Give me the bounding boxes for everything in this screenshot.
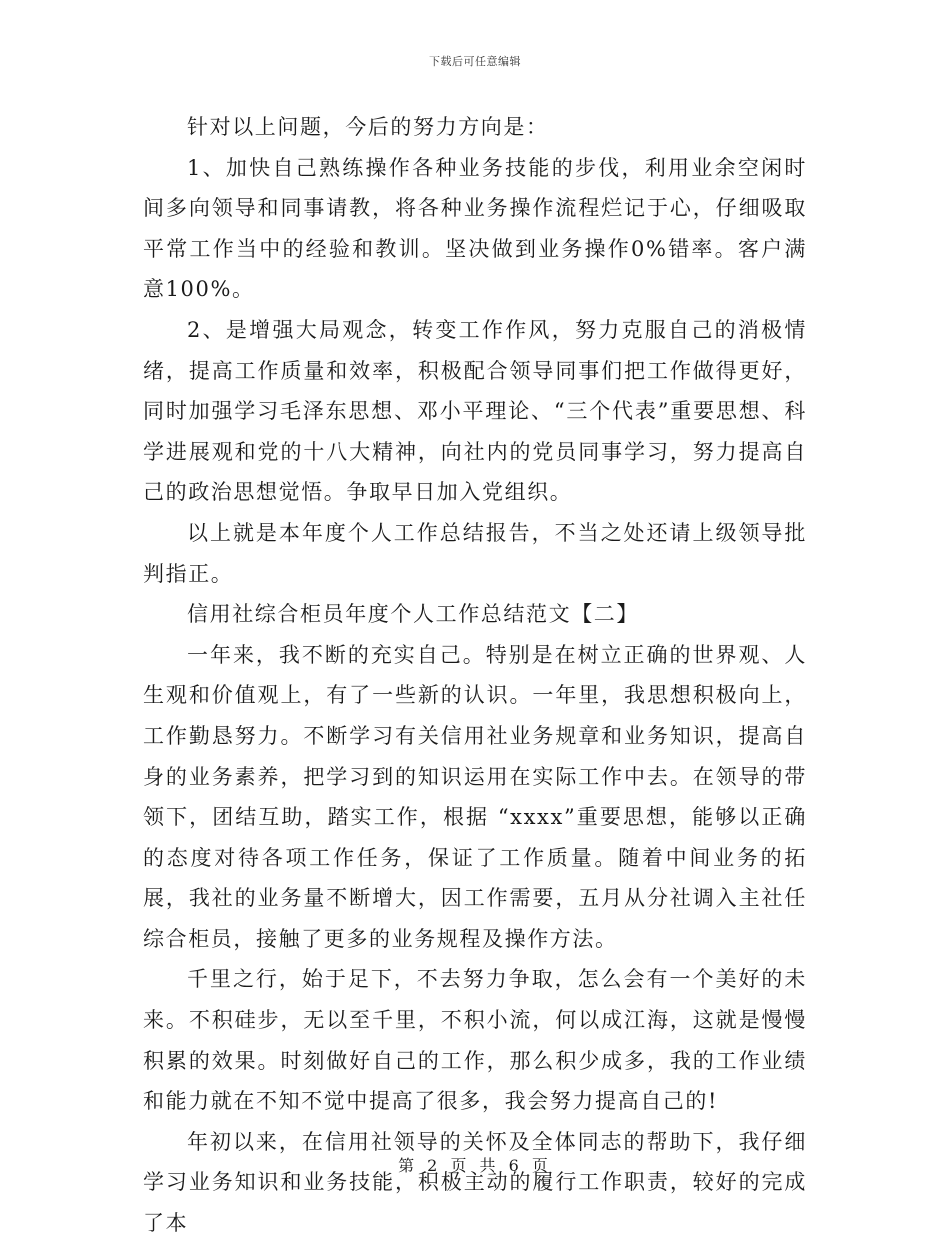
section-title: 信用社综合柜员年度个人工作总结范文【二】 [187, 602, 639, 627]
paragraph-point-2: 2、是增强大局观念，转变工作作风，努力克服自己的消极情绪，提高工作质量和效率，积极配合领导同事们把工作做得更好，同时加强学习毛泽东思想、邓小平理论、“三个代表”重要思想、科学进展观和党的十八大精神，向社内的党员同事学习，努力提高自己的政治思想觉悟。争取早日加入党组织。 [143, 317, 807, 505]
paragraph-closing: 以上就是本年度个人工作总结报告，不当之处还请上级领导批判指正。 [143, 520, 807, 586]
paragraph-year-review: 一年来，我不断的充实自己。特别是在树立正确的世界观、人生观和价值观上，有了一些新的认识。一年里，我思想积极向上，工作勤恳努力。不断学习有关信用社业务规章和业务知识，提高自身的业务素养，把学习到的知识运用在实际工作中去。在领导的带领下，团结互助，踏实工作，根据 “xxxx”重要思想，能够以正确的态度对待各项工作任务，保证了工作质量。随着中间业务的拓展，我社的业务量不断增大，因工作需要，五月从分社调入主社任综合柜员，接触了更多的业务规程及操作方法。 [143, 642, 807, 951]
paragraph-point-1: 1、加快自己熟练操作各种业务技能的步伐，利用业余空闲时间多向领导和同事请教，将各种业务操作流程烂记于心，仔细吸取平常工作当中的经验和教训。坚决做到业务操作0%错率。客户满意100%。 [143, 155, 807, 302]
document-body [143, 107, 807, 1244]
header-note: 下载后可任意编辑 [429, 55, 521, 68]
paragraph-year-start: 年初以来，在信用社领导的关怀及全体同志的帮助下，我仔细学习业务知识和业务技能，积极主动的履行工作职责，较好的完成了本 [143, 1129, 807, 1236]
paragraph-improvement-intro: 针对以上问题，今后的努力方向是： [187, 115, 549, 139]
page-indicator: 第 2 页 共 6 页 [398, 1156, 552, 1175]
paragraph-accumulation: 千里之行，始于足下，不去努力争取，怎么会有一个美好的未来。不积硅步，无以至千里，不积小流，何以成江海，这就是慢慢积累的效果。时刻做好自己的工作，那么积少成多，我的工作业绩和能力就在不知不觉中提高了很多，我会努力提高自己的! [143, 967, 807, 1114]
